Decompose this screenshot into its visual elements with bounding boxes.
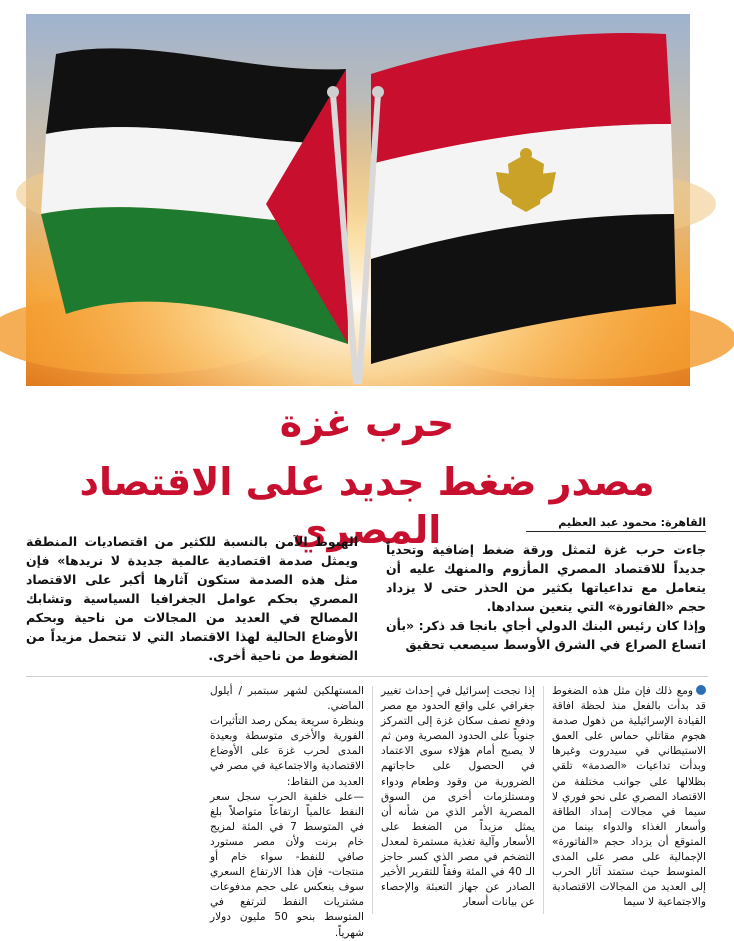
- body-column-1: [552, 684, 706, 916]
- globe-icon: [696, 685, 706, 695]
- lead-paragraph-left: [26, 532, 358, 665]
- lead-text: الهبوط الآمن بالنسبة للكثير من اقتصاديات المنطقة ويمثل صدمة اقتصادية عالمية جديدة لا نريدها» فإن مثل هذه الصدمة ستكون آثارها أكبر على الاقتصاد المصري بحكم عوامل الجغرافيا السياسية وتشابك المصالح في العديد من المجالات من ناحية وبحكم الأوضاع الحالية لهذا الاقتصاد التي لا تتحمل مزيداً من الضغوط من ناحية أخرى.: [26, 534, 358, 663]
- body-text: وبنظرة سريعة يمكن رصد التأثيرات الفورية والأخرى متوسطة وبعيدة المدى لحرب غزة على الأوضاع الاقتصادية والاجتماعية في مصر في العديد من النقاط:: [210, 715, 364, 788]
- author-byline: القاهرة: محمود عبد العظيم: [526, 516, 706, 532]
- body-text: المستهلكين لشهر سبتمبر / أيلول الماضي.: [210, 685, 364, 713]
- pole-finial: [327, 86, 339, 98]
- palestine-flag: [41, 48, 348, 344]
- flags-illustration: [26, 14, 690, 386]
- body-column-3: [210, 684, 364, 939]
- column-divider: [372, 686, 373, 914]
- hero-image: [26, 14, 690, 386]
- headline-line-1: حرب غزة: [279, 401, 455, 445]
- lead-paragraph-right: [386, 540, 706, 654]
- headline-line-2: مصدر ضغط جديد على الاقتصاد المصري: [79, 460, 655, 552]
- body-column-2: [381, 684, 535, 916]
- lead-text: جاءت حرب غزة لتمثل ورقة ضغط إضافية وتحدياً جديداً للاقتصاد المصري المأزوم والمنهك عليه أن يتعامل مع تداعياتها بكثير من الحذر حتى لا يزداد حجم «الفاتورة» التي يتعين سدادها.: [386, 542, 706, 614]
- section-divider: [26, 676, 708, 677]
- body-text: إذا نجحت إسرائيل في إحداث تغيير جغرافي على واقع الحدود مع مصر ودفع نصف سكان غزة إلى التمركز جنوباً على الحدود المصرية ومن ثم لا يصبح أمام هؤلاء سوى الاعتماد في الحصول على حاجاتهم الضرورية من وقود وطعام ودواء ومستلزمات أخرى من السوق المصرية الأمر الذي من شأنه أن يمثل مزيداً من الضغط على الأسعار وآلية تغذية مستمرة لمعدل التضخم في مصر الذي كسر حاجز الـ 40 في المئة وفقاً للتقرير الأخير الصادر عن جهاز التعبئة والإحصاء عن بيانات أسعار: [381, 685, 535, 909]
- column-divider: [543, 686, 544, 914]
- pole-finial: [372, 86, 384, 98]
- lead-text: وإذا كان رئيس البنك الدولي أجاي بانجا قد ذكر: «بأن اتساع الصراع في الشرق الأوسط سيصعب تحقيق: [386, 618, 706, 652]
- body-text: ومع ذلك فإن مثل هذه الضغوط قد بدأت بالفعل منذ لحظة افاقة القيادة الإسرائيلية من ذهول صدمة هجوم مقاتلي حماس على العمق الاستيطاني في سيدروت وغيرها وبدأت تداعيات «الصدمة» تلقي بظلالها على جوانب مختلفة من الاقتصاد المصري على نحو فوري لا سيما في مجالات إمداد الطاقة وأسعار الغذاء والدواء بينما من المتوقع أن يزداد حجم «الفاتورة» الإجمالية على مصر على المدى المتوسط حيث ستمتد آثار الحرب إلى العديد من المجالات الاقتصادية والاجتماعية لا سيما: [552, 685, 706, 909]
- body-text: —على خلفية الحرب سجل سعر النفط عالمياً ارتفاعاً متواصلاً بلغ في المتوسط 7 في المئة لمزيج خام برنت ولأن مصر مستورد صافي للنفط- سواء خام أو منتجات- فإن هذا الارتفاع السعري سوف ينعكس على حجم مدفوعات مشتريات النفط لترتفع في المتوسط بنحو 50 مليون دولار شهرياً.: [210, 790, 364, 939]
